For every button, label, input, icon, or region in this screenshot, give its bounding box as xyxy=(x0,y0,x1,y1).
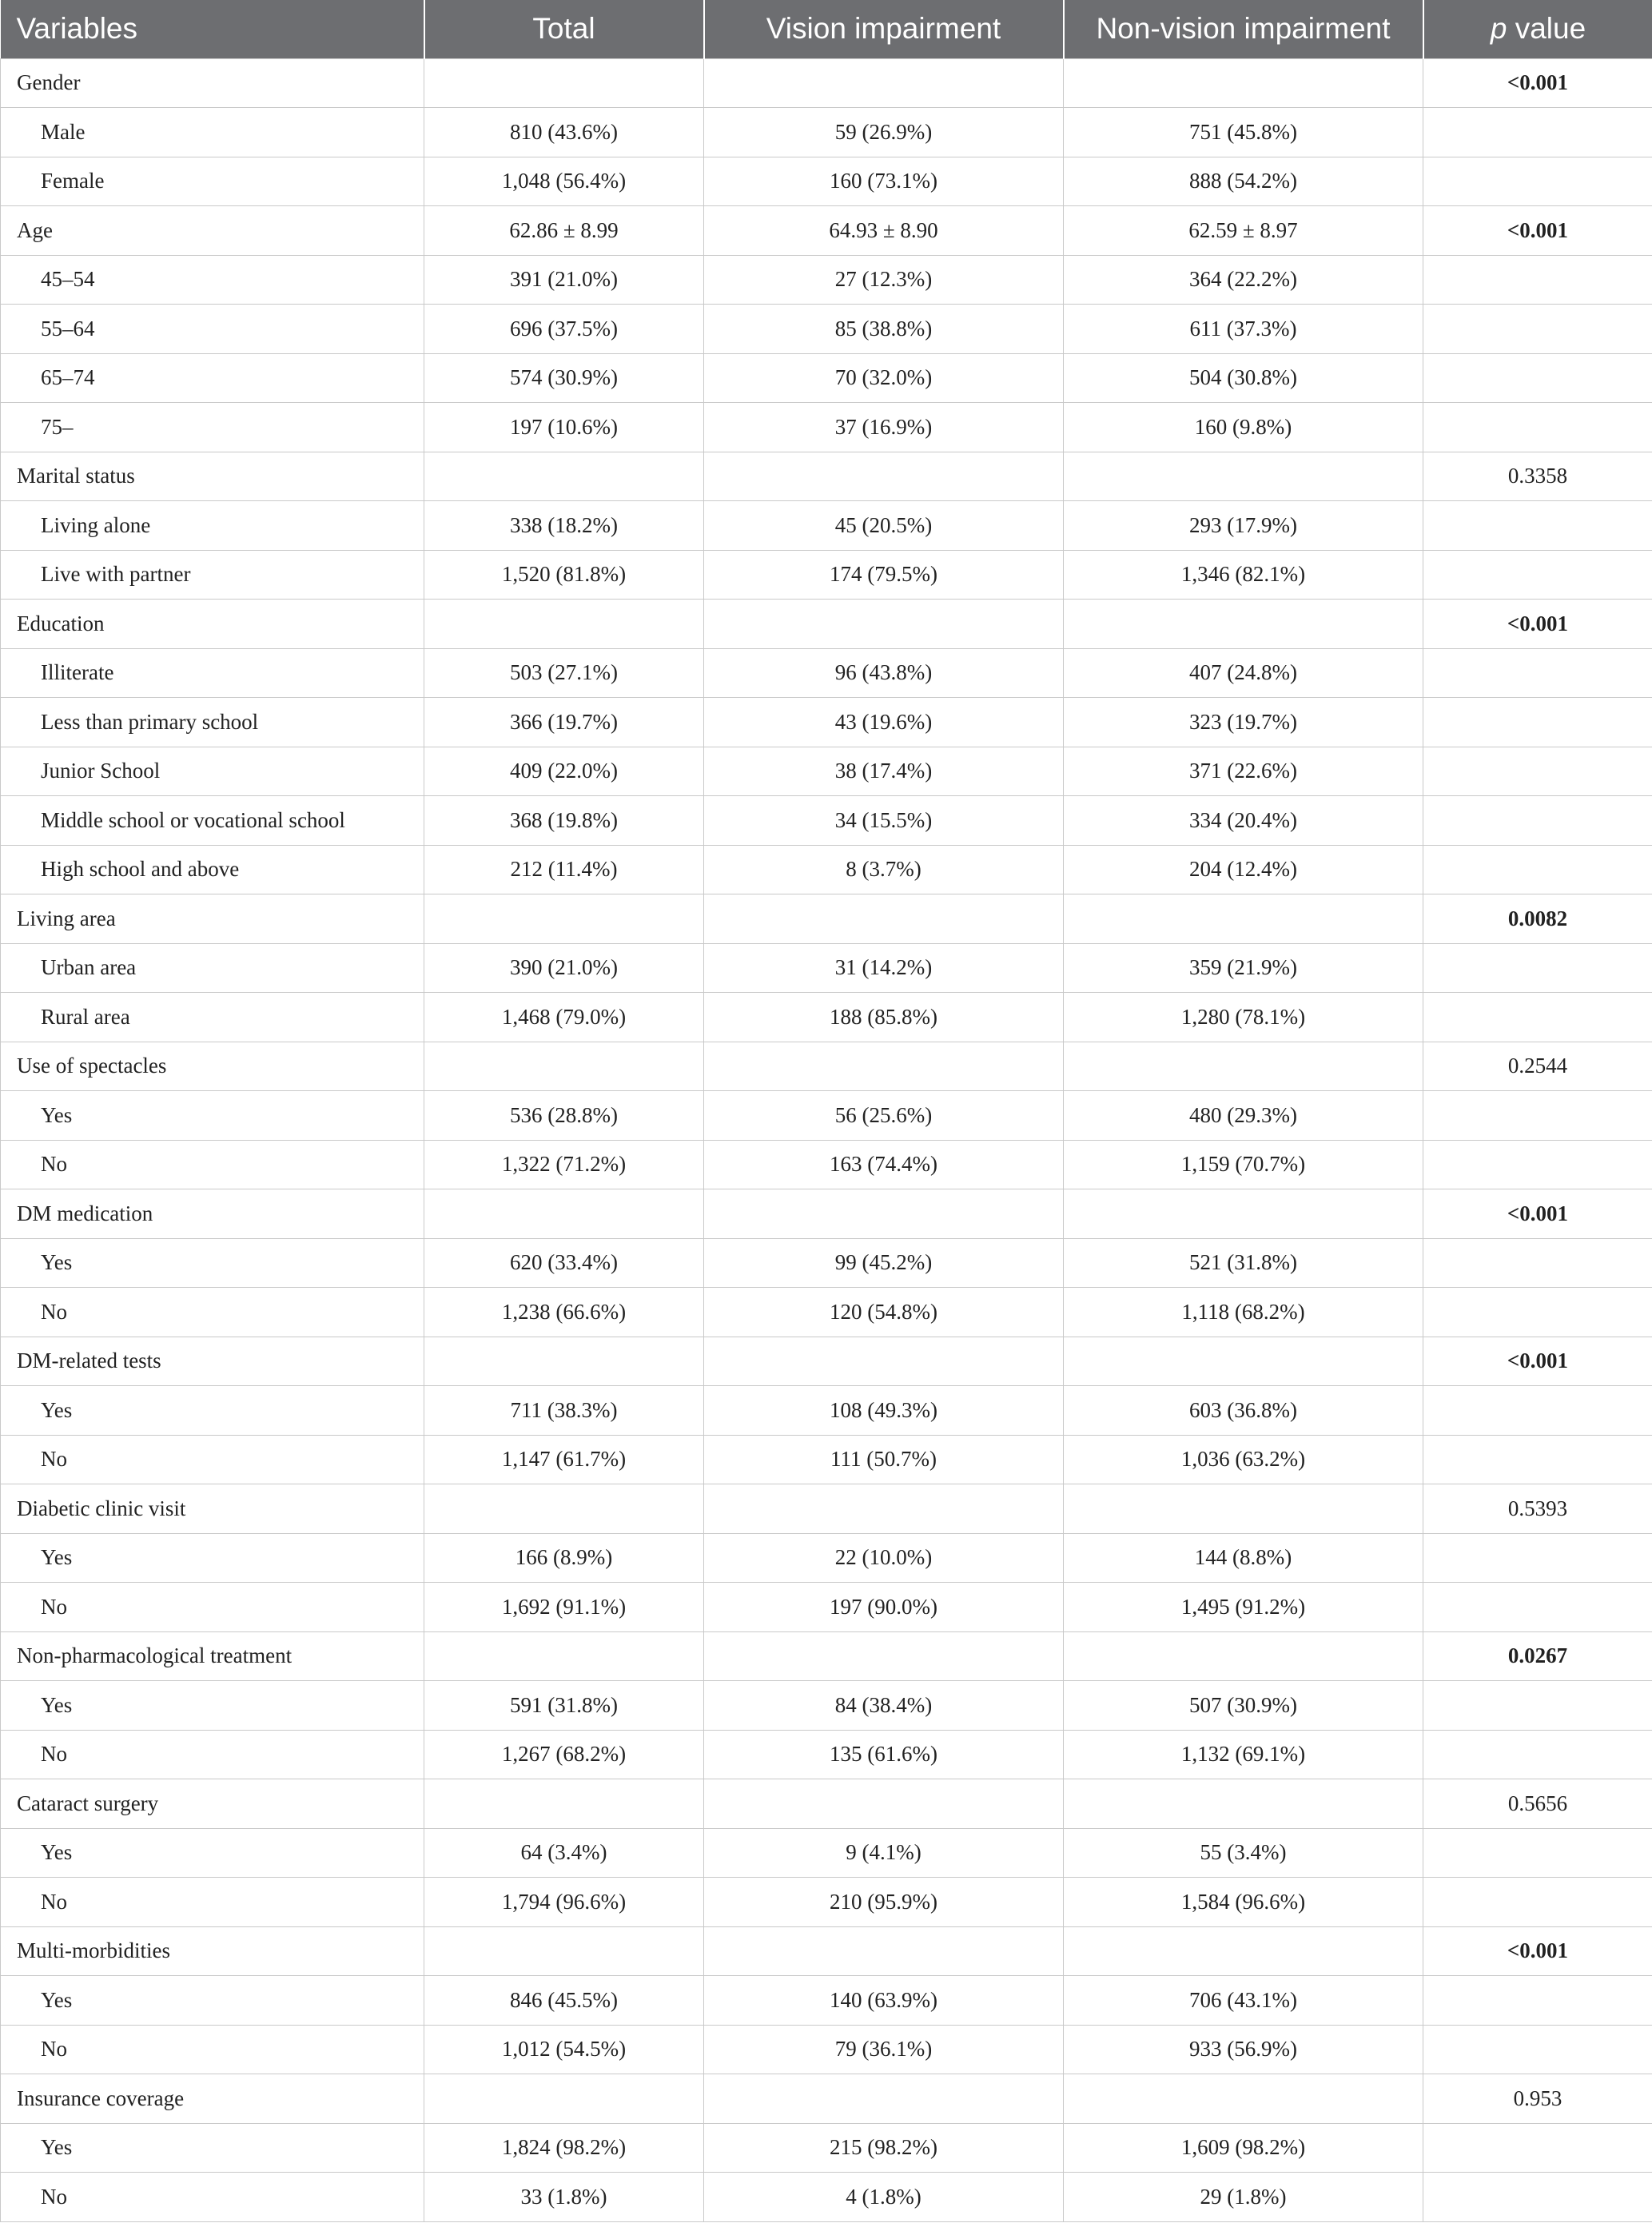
vision-impairment-cell: 38 (17.4%) xyxy=(704,747,1064,796)
total-cell: 696 (37.5%) xyxy=(424,305,704,354)
total-cell xyxy=(424,1337,704,1386)
total-cell xyxy=(424,2074,704,2124)
p-value-cell: <0.001 xyxy=(1423,206,1652,256)
table-row xyxy=(1,943,1652,993)
non-vision-impairment-cell: 323 (19.7%) xyxy=(1064,698,1423,747)
non-vision-impairment-cell xyxy=(1064,600,1423,649)
vision-impairment-cell xyxy=(704,1926,1064,1976)
total-cell: 33 (1.8%) xyxy=(424,2173,704,2222)
row-label: No xyxy=(1,1288,424,1337)
non-vision-impairment-cell: 55 (3.4%) xyxy=(1064,1828,1423,1878)
p-value-cell xyxy=(1423,1976,1652,2026)
row-label: Yes xyxy=(1,1976,424,2026)
row-label: Age xyxy=(1,206,424,256)
header-row xyxy=(1,0,1652,58)
total-cell: 1,267 (68.2%) xyxy=(424,1730,704,1779)
p-value-cell: 0.953 xyxy=(1423,2074,1652,2124)
row-label: Diabetic clinic visit xyxy=(1,1484,424,1534)
total-cell: 574 (30.9%) xyxy=(424,353,704,403)
total-cell: 1,322 (71.2%) xyxy=(424,1140,704,1189)
row-label: 55–64 xyxy=(1,305,424,354)
vision-impairment-cell: 9 (4.1%) xyxy=(704,1828,1064,1878)
vision-impairment-cell xyxy=(704,894,1064,944)
row-label: Insurance coverage xyxy=(1,2074,424,2124)
non-vision-impairment-cell: 371 (22.6%) xyxy=(1064,747,1423,796)
p-value-cell xyxy=(1423,353,1652,403)
header-p-symbol: p xyxy=(1490,12,1507,46)
p-value-cell: <0.001 xyxy=(1423,1189,1652,1239)
non-vision-impairment-cell: 507 (30.9%) xyxy=(1064,1681,1423,1731)
total-cell: 1,794 (96.6%) xyxy=(424,1878,704,1927)
row-label: Use of spectacles xyxy=(1,1042,424,1091)
vision-impairment-cell: 108 (49.3%) xyxy=(704,1386,1064,1436)
non-vision-impairment-cell: 933 (56.9%) xyxy=(1064,2025,1423,2074)
table-row xyxy=(1,2173,1652,2222)
p-value-cell xyxy=(1423,305,1652,354)
table-row xyxy=(1,1140,1652,1189)
vision-impairment-cell: 96 (43.8%) xyxy=(704,648,1064,698)
table-row xyxy=(1,1386,1652,1436)
row-label: No xyxy=(1,1878,424,1927)
row-label: Multi-morbidities xyxy=(1,1926,424,1976)
non-vision-impairment-cell: 1,495 (91.2%) xyxy=(1064,1583,1423,1632)
table-group-row xyxy=(1,2074,1652,2124)
row-label: Education xyxy=(1,600,424,649)
total-cell: 536 (28.8%) xyxy=(424,1091,704,1141)
p-value-cell: 0.2544 xyxy=(1423,1042,1652,1091)
non-vision-impairment-cell xyxy=(1064,58,1423,108)
total-cell: 212 (11.4%) xyxy=(424,845,704,894)
table-group-row xyxy=(1,206,1652,256)
p-value-cell xyxy=(1423,1583,1652,1632)
row-label: No xyxy=(1,2173,424,2222)
table-row xyxy=(1,845,1652,894)
total-cell: 197 (10.6%) xyxy=(424,403,704,452)
vision-impairment-cell: 64.93 ± 8.90 xyxy=(704,206,1064,256)
vision-impairment-cell: 45 (20.5%) xyxy=(704,501,1064,551)
vision-impairment-cell: 56 (25.6%) xyxy=(704,1091,1064,1141)
row-label: Marital status xyxy=(1,452,424,501)
table-row xyxy=(1,1681,1652,1731)
total-cell: 1,692 (91.1%) xyxy=(424,1583,704,1632)
total-cell: 391 (21.0%) xyxy=(424,255,704,305)
non-vision-impairment-cell: 359 (21.9%) xyxy=(1064,943,1423,993)
p-value-cell xyxy=(1423,2123,1652,2173)
table-row xyxy=(1,1091,1652,1141)
table-row xyxy=(1,1976,1652,2026)
non-vision-impairment-cell: 611 (37.3%) xyxy=(1064,305,1423,354)
total-cell: 166 (8.9%) xyxy=(424,1533,704,1583)
total-cell: 711 (38.3%) xyxy=(424,1386,704,1436)
non-vision-impairment-cell: 407 (24.8%) xyxy=(1064,648,1423,698)
non-vision-impairment-cell xyxy=(1064,452,1423,501)
table-group-row xyxy=(1,1337,1652,1386)
row-label: 45–54 xyxy=(1,255,424,305)
vision-impairment-cell: 163 (74.4%) xyxy=(704,1140,1064,1189)
header-p-suffix: value xyxy=(1507,12,1586,46)
p-value-cell xyxy=(1423,1681,1652,1731)
non-vision-impairment-cell: 62.59 ± 8.97 xyxy=(1064,206,1423,256)
non-vision-impairment-cell: 160 (9.8%) xyxy=(1064,403,1423,452)
p-value-cell xyxy=(1423,993,1652,1042)
non-vision-impairment-cell: 480 (29.3%) xyxy=(1064,1091,1423,1141)
row-label: Male xyxy=(1,108,424,157)
total-cell: 338 (18.2%) xyxy=(424,501,704,551)
p-value-cell xyxy=(1423,501,1652,551)
header-vision-impairment: Vision impairment xyxy=(704,0,1064,58)
table-row xyxy=(1,1730,1652,1779)
vision-impairment-cell: 135 (61.6%) xyxy=(704,1730,1064,1779)
table-row xyxy=(1,501,1652,551)
vision-impairment-cell: 210 (95.9%) xyxy=(704,1878,1064,1927)
header-variables: Variables xyxy=(16,12,138,46)
row-label: Gender xyxy=(1,58,424,108)
vision-impairment-cell: 188 (85.8%) xyxy=(704,993,1064,1042)
non-vision-impairment-cell: 603 (36.8%) xyxy=(1064,1386,1423,1436)
total-cell xyxy=(424,1779,704,1829)
non-vision-impairment-cell: 888 (54.2%) xyxy=(1064,157,1423,206)
row-label: Urban area xyxy=(1,943,424,993)
table-group-row xyxy=(1,600,1652,649)
vision-impairment-cell: 4 (1.8%) xyxy=(704,2173,1064,2222)
vision-impairment-cell xyxy=(704,1779,1064,1829)
non-vision-impairment-cell: 706 (43.1%) xyxy=(1064,1976,1423,2026)
vision-impairment-cell: 31 (14.2%) xyxy=(704,943,1064,993)
row-label: Cataract surgery xyxy=(1,1779,424,1829)
p-value-cell xyxy=(1423,1828,1652,1878)
vision-impairment-cell: 37 (16.9%) xyxy=(704,403,1064,452)
row-label: Middle school or vocational school xyxy=(1,796,424,846)
p-value-cell: 0.0267 xyxy=(1423,1631,1652,1681)
non-vision-impairment-cell: 334 (20.4%) xyxy=(1064,796,1423,846)
total-cell: 409 (22.0%) xyxy=(424,747,704,796)
table-row xyxy=(1,1238,1652,1288)
vision-impairment-cell: 111 (50.7%) xyxy=(704,1435,1064,1484)
p-value-cell xyxy=(1423,943,1652,993)
non-vision-impairment-cell: 144 (8.8%) xyxy=(1064,1533,1423,1583)
vision-impairment-cell: 197 (90.0%) xyxy=(704,1583,1064,1632)
row-label: No xyxy=(1,1583,424,1632)
vision-impairment-cell: 27 (12.3%) xyxy=(704,255,1064,305)
non-vision-impairment-cell: 504 (30.8%) xyxy=(1064,353,1423,403)
non-vision-impairment-cell: 1,280 (78.1%) xyxy=(1064,993,1423,1042)
table-row xyxy=(1,1533,1652,1583)
p-value-cell xyxy=(1423,2173,1652,2222)
table-row xyxy=(1,550,1652,600)
table-row xyxy=(1,2123,1652,2173)
total-cell xyxy=(424,1484,704,1534)
table-row xyxy=(1,1878,1652,1927)
non-vision-impairment-cell: 1,118 (68.2%) xyxy=(1064,1288,1423,1337)
total-cell xyxy=(424,894,704,944)
vision-impairment-cell xyxy=(704,58,1064,108)
non-vision-impairment-cell: 293 (17.9%) xyxy=(1064,501,1423,551)
vision-impairment-cell xyxy=(704,1042,1064,1091)
total-cell: 503 (27.1%) xyxy=(424,648,704,698)
row-label: Living alone xyxy=(1,501,424,551)
total-cell: 591 (31.8%) xyxy=(424,1681,704,1731)
row-label: No xyxy=(1,2025,424,2074)
vision-impairment-cell xyxy=(704,1189,1064,1239)
p-value-cell: <0.001 xyxy=(1423,600,1652,649)
row-label: 75– xyxy=(1,403,424,452)
vision-impairment-cell: 99 (45.2%) xyxy=(704,1238,1064,1288)
table-group-row xyxy=(1,58,1652,108)
row-label: No xyxy=(1,1435,424,1484)
table-group-row xyxy=(1,1631,1652,1681)
vision-impairment-cell: 140 (63.9%) xyxy=(704,1976,1064,2026)
total-cell xyxy=(424,1042,704,1091)
row-label: Yes xyxy=(1,1828,424,1878)
non-vision-impairment-cell xyxy=(1064,1189,1423,1239)
total-cell: 1,468 (79.0%) xyxy=(424,993,704,1042)
p-value-cell xyxy=(1423,1533,1652,1583)
p-value-cell xyxy=(1423,550,1652,600)
row-label: Female xyxy=(1,157,424,206)
total-cell: 846 (45.5%) xyxy=(424,1976,704,2026)
vision-impairment-cell: 215 (98.2%) xyxy=(704,2123,1064,2173)
total-cell: 1,147 (61.7%) xyxy=(424,1435,704,1484)
total-cell: 366 (19.7%) xyxy=(424,698,704,747)
p-value-cell xyxy=(1423,403,1652,452)
p-value-cell xyxy=(1423,796,1652,846)
p-value-cell xyxy=(1423,255,1652,305)
non-vision-impairment-cell: 751 (45.8%) xyxy=(1064,108,1423,157)
table-row xyxy=(1,353,1652,403)
vision-impairment-cell xyxy=(704,1484,1064,1534)
total-cell xyxy=(424,452,704,501)
row-label: Yes xyxy=(1,2123,424,2173)
non-vision-impairment-cell xyxy=(1064,1484,1423,1534)
non-vision-impairment-cell: 1,346 (82.1%) xyxy=(1064,550,1423,600)
row-label: Yes xyxy=(1,1091,424,1141)
table-group-row xyxy=(1,1484,1652,1534)
non-vision-impairment-cell xyxy=(1064,1042,1423,1091)
p-value-cell: <0.001 xyxy=(1423,1337,1652,1386)
vision-impairment-cell: 59 (26.9%) xyxy=(704,108,1064,157)
total-cell: 390 (21.0%) xyxy=(424,943,704,993)
p-value-cell xyxy=(1423,747,1652,796)
non-vision-impairment-cell: 29 (1.8%) xyxy=(1064,2173,1423,2222)
non-vision-impairment-cell: 1,584 (96.6%) xyxy=(1064,1878,1423,1927)
p-value-cell xyxy=(1423,1238,1652,1288)
p-value-cell: 0.3358 xyxy=(1423,452,1652,501)
table-row xyxy=(1,157,1652,206)
non-vision-impairment-cell xyxy=(1064,1337,1423,1386)
non-vision-impairment-cell: 1,132 (69.1%) xyxy=(1064,1730,1423,1779)
table-group-row xyxy=(1,1042,1652,1091)
total-cell: 620 (33.4%) xyxy=(424,1238,704,1288)
total-cell: 1,238 (66.6%) xyxy=(424,1288,704,1337)
row-label: Yes xyxy=(1,1238,424,1288)
p-value-cell xyxy=(1423,2025,1652,2074)
vision-impairment-cell: 79 (36.1%) xyxy=(704,2025,1064,2074)
vision-impairment-cell: 8 (3.7%) xyxy=(704,845,1064,894)
row-label: Live with partner xyxy=(1,550,424,600)
table-row xyxy=(1,108,1652,157)
non-vision-impairment-cell: 1,159 (70.7%) xyxy=(1064,1140,1423,1189)
table-group-row xyxy=(1,452,1652,501)
row-label: Living area xyxy=(1,894,424,944)
total-cell: 64 (3.4%) xyxy=(424,1828,704,1878)
table-group-row xyxy=(1,1189,1652,1239)
non-vision-impairment-cell: 1,036 (63.2%) xyxy=(1064,1435,1423,1484)
total-cell xyxy=(424,1189,704,1239)
row-label: High school and above xyxy=(1,845,424,894)
vision-impairment-cell: 160 (73.1%) xyxy=(704,157,1064,206)
p-value-cell: 0.5656 xyxy=(1423,1779,1652,1829)
p-value-cell xyxy=(1423,845,1652,894)
vision-impairment-cell xyxy=(704,1631,1064,1681)
row-label: No xyxy=(1,1730,424,1779)
vision-impairment-cell: 34 (15.5%) xyxy=(704,796,1064,846)
p-value-cell xyxy=(1423,698,1652,747)
table-row xyxy=(1,255,1652,305)
header-total: Total xyxy=(424,0,704,58)
total-cell xyxy=(424,58,704,108)
table-group-row xyxy=(1,1926,1652,1976)
table-row xyxy=(1,1828,1652,1878)
p-value-cell xyxy=(1423,108,1652,157)
row-label: Illiterate xyxy=(1,648,424,698)
table-row xyxy=(1,993,1652,1042)
total-cell: 1,520 (81.8%) xyxy=(424,550,704,600)
non-vision-impairment-cell: 204 (12.4%) xyxy=(1064,845,1423,894)
vision-impairment-cell xyxy=(704,2074,1064,2124)
non-vision-impairment-cell: 1,609 (98.2%) xyxy=(1064,2123,1423,2173)
table-header xyxy=(1,0,1652,58)
total-cell xyxy=(424,1631,704,1681)
p-value-cell: <0.001 xyxy=(1423,1926,1652,1976)
total-cell xyxy=(424,600,704,649)
row-label: Yes xyxy=(1,1533,424,1583)
non-vision-impairment-cell xyxy=(1064,894,1423,944)
non-vision-impairment-cell xyxy=(1064,1926,1423,1976)
p-value-cell xyxy=(1423,1730,1652,1779)
row-label: Yes xyxy=(1,1681,424,1731)
vision-impairment-cell xyxy=(704,452,1064,501)
p-value-cell: 0.5393 xyxy=(1423,1484,1652,1534)
p-value-cell: 0.0082 xyxy=(1423,894,1652,944)
table-row xyxy=(1,1435,1652,1484)
non-vision-impairment-cell xyxy=(1064,1779,1423,1829)
row-label: Junior School xyxy=(1,747,424,796)
table-row xyxy=(1,796,1652,846)
p-value-cell: <0.001 xyxy=(1423,58,1652,108)
total-cell: 1,048 (56.4%) xyxy=(424,157,704,206)
non-vision-impairment-cell: 364 (22.2%) xyxy=(1064,255,1423,305)
p-value-cell xyxy=(1423,157,1652,206)
row-label: Less than primary school xyxy=(1,698,424,747)
p-value-cell xyxy=(1423,1288,1652,1337)
table-group-row xyxy=(1,894,1652,944)
row-label: Non-pharmacological treatment xyxy=(1,1631,424,1681)
vision-impairment-cell xyxy=(704,1337,1064,1386)
header-non-vision-impairment: Non-vision impairment xyxy=(1064,0,1423,58)
table-row xyxy=(1,698,1652,747)
table-row xyxy=(1,1288,1652,1337)
vision-impairment-cell: 70 (32.0%) xyxy=(704,353,1064,403)
p-value-cell xyxy=(1423,1140,1652,1189)
row-label: 65–74 xyxy=(1,353,424,403)
p-value-cell xyxy=(1423,1386,1652,1436)
vision-impairment-cell: 174 (79.5%) xyxy=(704,550,1064,600)
total-cell xyxy=(424,1926,704,1976)
total-cell: 368 (19.8%) xyxy=(424,796,704,846)
table-row xyxy=(1,1583,1652,1632)
table-row xyxy=(1,403,1652,452)
vision-impairment-cell: 85 (38.8%) xyxy=(704,305,1064,354)
table-row xyxy=(1,747,1652,796)
table-body xyxy=(1,58,1652,2221)
p-value-cell xyxy=(1423,1091,1652,1141)
total-cell: 62.86 ± 8.99 xyxy=(424,206,704,256)
non-vision-impairment-cell xyxy=(1064,2074,1423,2124)
table-row xyxy=(1,305,1652,354)
vision-impairment-cell: 22 (10.0%) xyxy=(704,1533,1064,1583)
non-vision-impairment-cell: 521 (31.8%) xyxy=(1064,1238,1423,1288)
total-cell: 1,012 (54.5%) xyxy=(424,2025,704,2074)
total-cell: 810 (43.6%) xyxy=(424,108,704,157)
vision-impairment-cell: 120 (54.8%) xyxy=(704,1288,1064,1337)
table-row xyxy=(1,2025,1652,2074)
vision-impairment-cell xyxy=(704,600,1064,649)
vision-impairment-cell: 43 (19.6%) xyxy=(704,698,1064,747)
vision-impairment-cell: 84 (38.4%) xyxy=(704,1681,1064,1731)
row-label: DM medication xyxy=(1,1189,424,1239)
row-label: Rural area xyxy=(1,993,424,1042)
p-value-cell xyxy=(1423,648,1652,698)
row-label: Yes xyxy=(1,1386,424,1436)
non-vision-impairment-cell xyxy=(1064,1631,1423,1681)
row-label: No xyxy=(1,1140,424,1189)
table-group-row xyxy=(1,1779,1652,1829)
total-cell: 1,824 (98.2%) xyxy=(424,2123,704,2173)
p-value-cell xyxy=(1423,1435,1652,1484)
header-p-value xyxy=(1423,0,1652,58)
p-value-cell xyxy=(1423,1878,1652,1927)
table-row xyxy=(1,648,1652,698)
row-label: DM-related tests xyxy=(1,1337,424,1386)
